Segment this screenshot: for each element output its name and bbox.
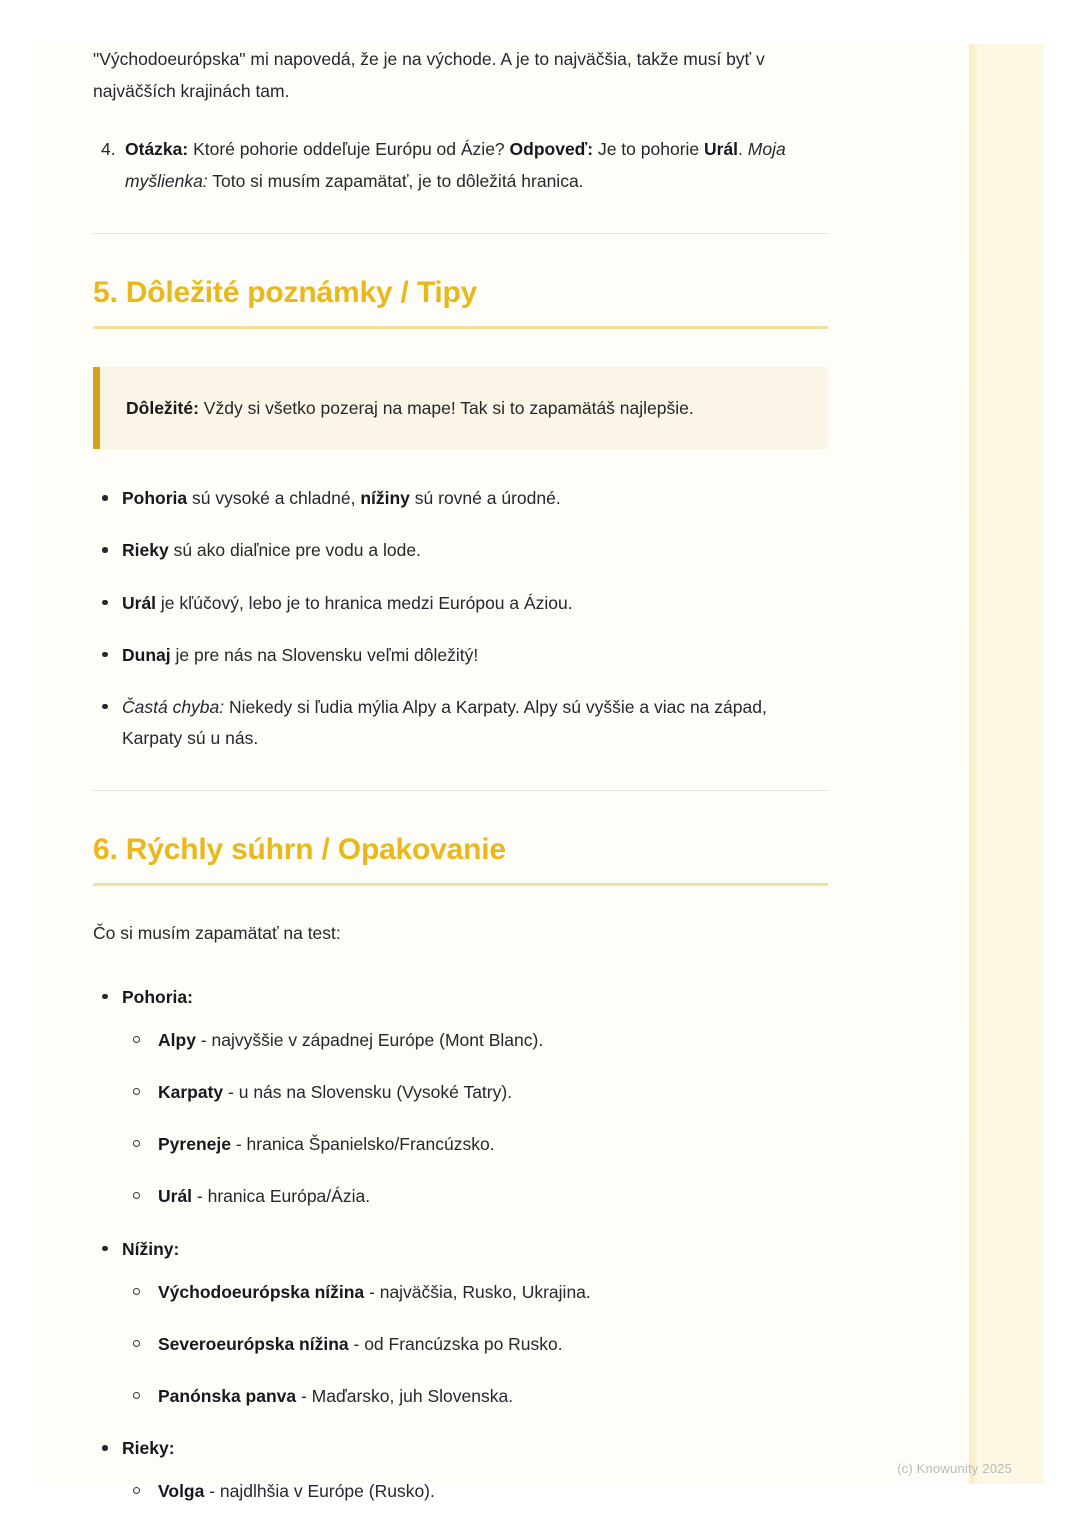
bullet-bold-2: nížiny — [360, 488, 410, 509]
section-divider — [93, 790, 828, 791]
section-6-title: 6. Rýchly súhrn / Opakovanie — [93, 833, 506, 867]
sub-bold: Alpy — [158, 1030, 196, 1051]
question-list — [93, 134, 828, 198]
question-list-item — [93, 134, 828, 198]
bullet-circle-icon — [133, 1288, 140, 1295]
sub-bold: Panónska panva — [158, 1386, 297, 1407]
bullet-text: sú vysoké a chladné, — [187, 488, 361, 509]
continuation-paragraph: "Východoeurópska" mi napovedá, že je na východe. A je to najväčšia, takže musí byť v najväčších krajinách tam. — [93, 49, 765, 101]
group-heading: Rieky: — [122, 1438, 175, 1459]
bullet-dot-icon — [102, 1445, 108, 1451]
document-content — [93, 44, 828, 1507]
sub-list — [122, 1025, 828, 1213]
bullet-bold: Urál — [122, 592, 157, 613]
sub-text: - hranica Európa/Ázia. — [192, 1186, 371, 1207]
bullet-circle-icon — [133, 1036, 140, 1043]
sub-bold: Pyreneje — [158, 1134, 231, 1155]
bullet-circle-icon — [133, 1392, 140, 1399]
section-5-title: 5. Dôležité poznámky / Tipy — [93, 276, 478, 310]
sub-bold: Východoeurópska nížina — [158, 1281, 365, 1302]
bullet-text: Niekedy si ľudia mýlia Alpy a Karpaty. Alpy sú vyššie a viac na západ, Karpaty sú u nás. — [122, 696, 767, 748]
bullet-dot-icon — [102, 600, 108, 606]
list-item — [93, 640, 828, 671]
bullet-italic-label: Častá chyba: — [122, 696, 225, 717]
sub-text: - najvyššie v západnej Európe (Mont Blanc). — [195, 1030, 544, 1051]
list-item — [93, 588, 828, 619]
section-divider — [93, 233, 828, 234]
section-5-title-underline — [93, 326, 828, 329]
callout-label: Dôležité: — [126, 398, 199, 419]
sub-list — [122, 1476, 828, 1507]
bullet-dot-icon — [102, 547, 108, 553]
bullet-text-2: sú rovné a úrodné. — [409, 488, 561, 509]
list-item — [93, 982, 828, 1213]
list-item — [93, 1234, 828, 1413]
group-heading: Nížiny: — [122, 1238, 180, 1259]
list-item-number: 4. — [101, 138, 116, 159]
answer-keyword: Urál — [704, 138, 739, 159]
sub-list-item — [122, 1476, 828, 1507]
bullet-dot-icon — [102, 704, 108, 710]
list-item — [93, 692, 828, 754]
callout-text: Vždy si všetko pozeraj na mape! Tak si to zapamätáš najlepšie. — [198, 398, 694, 419]
section-6-lead: Čo si musím zapamätať na test: — [93, 923, 341, 944]
thought-label: Moja myšlienka: — [125, 138, 786, 191]
bullet-text: je kľúčový, lebo je to hranica medzi Európou a Áziou. — [156, 592, 573, 613]
bullet-circle-icon — [133, 1487, 140, 1494]
section-5-bullet-list — [93, 483, 828, 754]
sub-text: - od Francúzska po Rusko. — [348, 1333, 563, 1354]
bullet-dot-icon — [102, 495, 108, 501]
bullet-circle-icon — [133, 1140, 140, 1147]
sub-list-item — [122, 1329, 828, 1360]
bullet-circle-icon — [133, 1088, 140, 1095]
sub-text: - hranica Španielsko/Francúzsko. — [230, 1134, 495, 1155]
question-label: Otázka: — [125, 138, 189, 159]
sub-list-item — [122, 1381, 828, 1412]
bullet-dot-icon — [102, 994, 108, 1000]
list-item — [93, 483, 828, 514]
section-6-summary-list — [93, 982, 828, 1508]
sub-bold: Urál — [158, 1186, 193, 1207]
bullet-text: je pre nás na Slovensku veľmi dôležitý! — [170, 644, 479, 665]
bullet-circle-icon — [133, 1192, 140, 1199]
list-item — [93, 535, 828, 566]
answer-label: Odpoveď: — [509, 138, 594, 159]
important-callout — [93, 367, 828, 449]
sub-list — [122, 1277, 828, 1412]
sub-bold: Volga — [158, 1481, 205, 1502]
sub-bold: Severoeurópska nížina — [158, 1333, 349, 1354]
copyright-watermark: (c) Knowunity 2025 — [897, 1461, 1012, 1476]
sub-text: - najdlhšia v Európe (Rusko). — [204, 1481, 435, 1502]
question-text: Ktoré pohorie oddeľuje Európu od Ázie? — [188, 138, 510, 159]
sub-list-item — [122, 1129, 828, 1160]
bullet-dot-icon — [102, 652, 108, 658]
answer-text: Je to pohorie — [593, 138, 704, 159]
sub-bold: Karpaty — [158, 1082, 224, 1103]
section-6-title-underline — [93, 883, 828, 886]
bullet-dot-icon — [102, 1246, 108, 1252]
bullet-bold: Pohoria — [122, 488, 188, 509]
bullet-circle-icon — [133, 1340, 140, 1347]
bullet-text: sú ako diaľnice pre vodu a lode. — [168, 540, 421, 561]
answer-tail: . — [738, 138, 748, 159]
bullet-bold: Rieky — [122, 540, 169, 561]
group-heading: Pohoria: — [122, 986, 193, 1007]
sub-list-item — [122, 1025, 828, 1056]
callout-paragraph — [126, 393, 796, 425]
sub-list-item — [122, 1277, 828, 1308]
page-edge-shadow — [969, 44, 977, 1484]
bullet-bold: Dunaj — [122, 644, 171, 665]
sub-text: - najväčšia, Rusko, Ukrajina. — [364, 1281, 591, 1302]
sub-list-item — [122, 1077, 828, 1108]
list-item — [93, 1433, 828, 1507]
thought-text: Toto si musím zapamätať, je to dôležitá hranica. — [207, 170, 584, 191]
sub-text: - u nás na Slovensku (Vysoké Tatry). — [223, 1082, 513, 1103]
sub-text: - Maďarsko, juh Slovenska. — [296, 1386, 514, 1407]
sub-list-item — [122, 1181, 828, 1212]
